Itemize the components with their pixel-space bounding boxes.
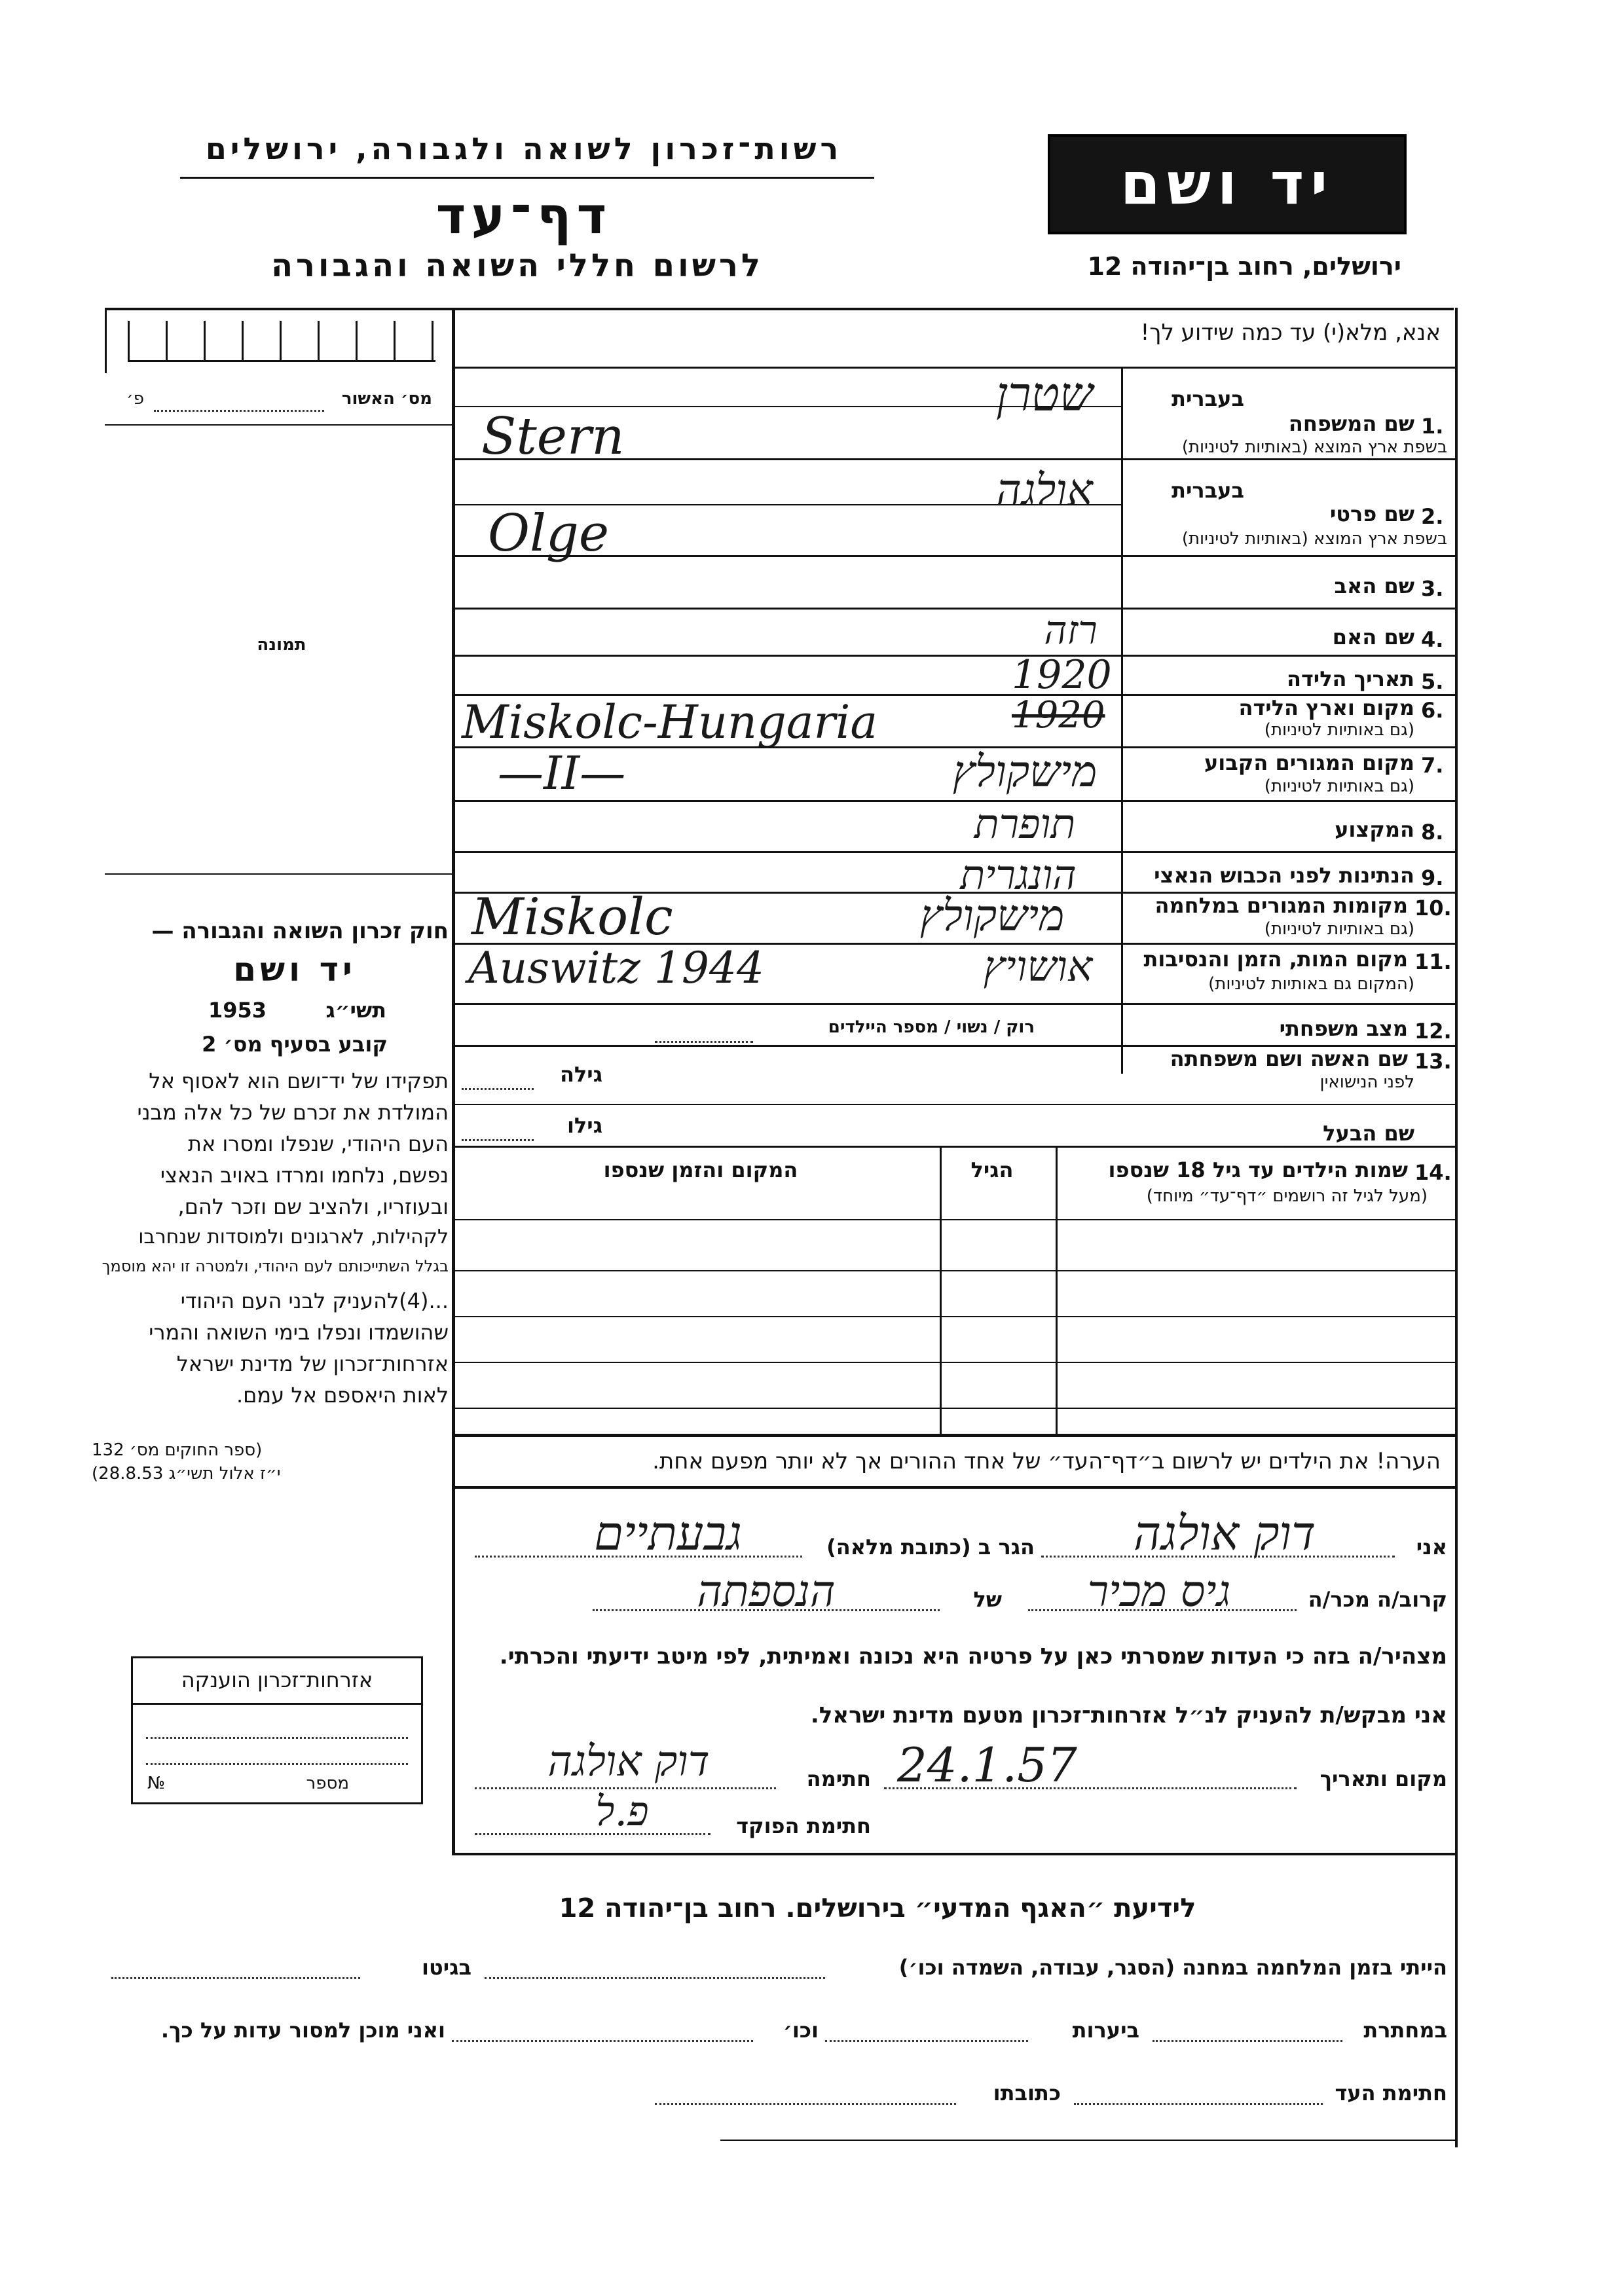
f2-hebrew-value: אולגה bbox=[996, 465, 1093, 515]
f1-latin-value: Stern bbox=[481, 407, 625, 466]
footer-line2-d: ואני מוכן למסור עדות על כך. bbox=[160, 2018, 445, 2043]
yad-vashem-logo bbox=[1048, 134, 1407, 234]
f13b-rule bbox=[452, 1146, 1455, 1148]
note: הערה! את הילדים יש לרשום ב״דף־העד״ של אחד ההורים אך לא יותר מפעם אחת. bbox=[652, 1448, 1441, 1474]
cert-box-divider bbox=[128, 321, 130, 360]
f4-rule bbox=[452, 655, 1455, 657]
f13b-age-label: גילו bbox=[566, 1113, 602, 1138]
f11-label: מקום המות, הזמן והנסיבות bbox=[1143, 947, 1408, 972]
f5-label: תאריך הלידה bbox=[1286, 666, 1414, 691]
cert-box-divider bbox=[432, 321, 434, 360]
decl-request: אני מבקש/ת להעניק לנ״ל אזרחות־זכרון מטעם מדינת ישראל. bbox=[810, 1702, 1447, 1728]
decl-officer-value: פ.ל bbox=[595, 1787, 649, 1835]
decl-relation-label: קרוב/ה מכר/ה bbox=[1308, 1587, 1447, 1612]
cert-box-divider bbox=[356, 321, 358, 360]
decl-place-date-label: מקום ותאריך bbox=[1320, 1766, 1447, 1791]
law-text-line: המולדת את זכרם של כל אלה מבני bbox=[137, 1100, 449, 1125]
footer-title: לידיעת ״האגף המדעי״ בירושלים. רחוב בן־יהודה 12 bbox=[559, 1893, 1196, 1923]
decl-of-value: הנספתה bbox=[697, 1566, 836, 1616]
decl-address-value: גבעתיים bbox=[594, 1506, 742, 1561]
f2-label: שם פרטי bbox=[1329, 501, 1414, 526]
instructions-rule bbox=[452, 367, 1455, 369]
f11-rule bbox=[452, 1003, 1455, 1005]
photo-label: תמונה bbox=[257, 635, 306, 655]
honor-box bbox=[131, 1656, 423, 1804]
footer-line1-a: הייתי בזמן המלחמה במחנה (הסגר, עבודה, השמדה וכו׳) bbox=[898, 1955, 1447, 1980]
cert-box-divider bbox=[318, 321, 320, 360]
honor-box-line-2 bbox=[146, 1763, 408, 1765]
footer-line1-dots-b bbox=[111, 1977, 360, 1979]
f8-value: תופרת bbox=[974, 800, 1076, 848]
label-column-separator bbox=[1121, 367, 1123, 1074]
f9-number: 9. bbox=[1421, 866, 1444, 890]
f6-value-latin: Miskolc-Hungaria bbox=[462, 695, 878, 749]
f8-label: המקצוע bbox=[1335, 817, 1414, 842]
law-text-line: בגלל השתייכותם לעם היהודי, ולמטרה זו יהא מוסמך bbox=[101, 1257, 449, 1275]
f2-latin-label: בשפת ארץ המוצא (באותיות לטיניות) bbox=[1181, 529, 1447, 549]
main-right-border bbox=[1455, 308, 1458, 1493]
footer-line1-dots-a bbox=[485, 1977, 825, 1979]
f14-label: שמות הילדים עד גיל 18 שנספו bbox=[1108, 1157, 1408, 1182]
f14-sub: (מעל לגיל זה רושמים ״דף־עד״ מיוחד) bbox=[1146, 1186, 1428, 1206]
f2-hebrew-label: בעברית bbox=[1172, 478, 1244, 503]
f10-number: 10. bbox=[1414, 896, 1452, 920]
f14-col-sep-1 bbox=[1056, 1146, 1058, 1434]
f12-line bbox=[655, 1041, 753, 1043]
f14-row-2 bbox=[452, 1316, 1455, 1317]
law-year-heb: תשי״ג bbox=[325, 998, 386, 1023]
honor-box-rule-1 bbox=[133, 1703, 421, 1705]
cert-no-label: מס׳ האשור bbox=[341, 389, 432, 409]
law-text-line: שהושמדו ונפלו בימי השואה והמרי bbox=[149, 1320, 449, 1345]
top-rule bbox=[105, 308, 1454, 310]
decl-bottom-rule bbox=[452, 1853, 1455, 1855]
f5-value: 1920 bbox=[1012, 652, 1112, 698]
footer-line2-c: וכו׳ bbox=[783, 2018, 819, 2043]
main-left-border bbox=[452, 308, 455, 1493]
cert-rule bbox=[105, 424, 452, 426]
f6-label: מקום וארץ הלידה bbox=[1238, 695, 1414, 720]
f2-latin-value: Olge bbox=[488, 504, 609, 563]
f2-rule bbox=[452, 555, 1455, 557]
f6-number: 6. bbox=[1421, 698, 1444, 723]
f2-number: 2. bbox=[1421, 504, 1444, 529]
logo-lettering: יד ושם bbox=[1120, 150, 1335, 217]
law-text-line: לקהילות, לארגונים ולמוסדות שנחרבו bbox=[138, 1226, 449, 1248]
footer-line3-dots-b bbox=[655, 2103, 956, 2105]
f11-value-latin: Auswitz 1944 bbox=[468, 943, 764, 993]
photo-rule bbox=[105, 873, 452, 875]
f4-number: 4. bbox=[1421, 627, 1444, 652]
law-clause: קובע בסעיף מס׳ 2 bbox=[202, 1032, 388, 1057]
f7-value-latin: —II— bbox=[498, 746, 626, 800]
f10-label: מקומות המגורים במלחמה bbox=[1154, 893, 1408, 918]
decl-signature-label: חתימה bbox=[806, 1766, 871, 1791]
law-text-line: נפשם, נלחמו ומרדו באויב הנאצי bbox=[160, 1163, 449, 1188]
f11-sub: (המקום גם באותיות לטיניות) bbox=[1208, 974, 1414, 994]
f12-label: מצב משפחתי bbox=[1279, 1016, 1408, 1041]
f13-age-line bbox=[462, 1088, 534, 1090]
header-address: ירושלים, רחוב בן־יהודה 12 bbox=[1087, 252, 1401, 281]
f13b-age-line bbox=[462, 1139, 534, 1141]
law-text-line: ובעוזריו, ולהציב שם וזכר להם, bbox=[177, 1194, 449, 1219]
f13-age-label: גילה bbox=[559, 1062, 602, 1087]
law-text-line: אזרחות־זכרון של מדינת ישראל bbox=[176, 1351, 449, 1376]
f4-label: שם האם bbox=[1332, 625, 1414, 649]
note-rule bbox=[452, 1486, 1455, 1489]
decl-right-border bbox=[1455, 1486, 1458, 2147]
f8-number: 8. bbox=[1421, 820, 1444, 845]
law-source-1: (ספר החוקים מס׳ 132 bbox=[92, 1440, 263, 1460]
footer-line2-b: ביערות bbox=[1072, 2018, 1139, 2043]
f10-sub: (גם באותיות לטיניות) bbox=[1264, 919, 1414, 939]
f1-label: שם המשפחה bbox=[1288, 411, 1414, 436]
f14-number: 14. bbox=[1414, 1160, 1452, 1185]
f13b-label: שם הבעל bbox=[1323, 1121, 1414, 1146]
f13-rule bbox=[452, 1104, 1455, 1105]
authority-underline bbox=[180, 177, 874, 179]
f7-sub: (גם באותיות לטיניות) bbox=[1264, 776, 1414, 796]
cert-box-divider bbox=[280, 321, 282, 360]
footer-line2-dots-a bbox=[1153, 2040, 1342, 2042]
law-source-2: י״ז אלול תשי״ג 28.8.53) bbox=[92, 1464, 281, 1484]
law-heading: חוק זכרון השואה והגבורה — bbox=[151, 918, 449, 944]
authority-title: רשות־זכרון לשואה ולגבורה, ירושלים bbox=[205, 131, 843, 166]
cert-box-divider bbox=[204, 321, 206, 360]
f10-value-latin: Miskolc bbox=[471, 888, 673, 947]
f4-value: רזה bbox=[1044, 608, 1098, 653]
footer-line1-b: בגיטו bbox=[422, 1955, 471, 1980]
footer-line2-dots-b bbox=[825, 2040, 1028, 2042]
decl-place-date-value: 24.1.57 bbox=[897, 1738, 1077, 1793]
f9-value: הונגרית bbox=[960, 851, 1077, 899]
cert-number-boxes bbox=[128, 321, 435, 362]
f13-label: שם האשה ושם משפחתה bbox=[1170, 1046, 1408, 1071]
law-year: 1953 bbox=[208, 998, 267, 1023]
law-text-line: תפקידו של יד־ושם הוא לאסוף אל bbox=[149, 1068, 449, 1093]
decl-address-label: הגר ב (כתובת מלאה) bbox=[826, 1535, 1035, 1559]
f14-row-4 bbox=[452, 1408, 1455, 1409]
f1-hebrew-label: בעברית bbox=[1172, 386, 1244, 411]
f3-rule bbox=[452, 608, 1455, 610]
cert-box-divider bbox=[242, 321, 244, 360]
f1-number: 1. bbox=[1421, 414, 1444, 439]
law-text-line: העם היהודי, שנפלו ומסרו את bbox=[187, 1131, 449, 1156]
f10-value: מישקולץ bbox=[919, 890, 1065, 941]
form-subtitle: לרשום חללי השואה והגבורה bbox=[271, 247, 764, 284]
cert-no-line bbox=[154, 410, 324, 412]
footer-bottom-rule bbox=[720, 2140, 1457, 2141]
f12-number: 12. bbox=[1414, 1019, 1452, 1044]
left-panel-border bbox=[105, 308, 107, 373]
cert-no-suffix: פ׳ bbox=[126, 389, 144, 409]
footer-line3-a: חתימת העד bbox=[1335, 2081, 1447, 2105]
cert-box-divider bbox=[166, 321, 168, 360]
law-name: יד ושם bbox=[233, 951, 356, 989]
footer-line2-a: במחתרת bbox=[1363, 2018, 1447, 2043]
decl-of-label: של bbox=[973, 1587, 1002, 1612]
footer-line2-dots-c bbox=[452, 2040, 753, 2042]
f13-number: 13. bbox=[1414, 1049, 1452, 1074]
law-text-line: ...(4)להעניק לבני העם היהודי bbox=[180, 1288, 449, 1313]
decl-left-border bbox=[452, 1486, 455, 1853]
cert-box-divider bbox=[394, 321, 396, 360]
honor-box-no: № bbox=[147, 1774, 166, 1793]
law-text-line: לאות היאספם אל עמם. bbox=[236, 1383, 449, 1408]
decl-ani-label: אני bbox=[1416, 1535, 1447, 1559]
f9-label: הנתינות לפני הכבוש הנאצי bbox=[1154, 863, 1414, 888]
f1-latin-label: בשפת ארץ המוצא (באותיות לטיניות) bbox=[1181, 437, 1447, 457]
honor-box-title: אזרחות־זכרון הוענקה bbox=[181, 1667, 373, 1692]
f14-header-rule bbox=[452, 1219, 1455, 1220]
decl-statement: מצהיר/ה בזה כי העדות שמסרתי כאן על פרטיה היא נכונה ואמיתית, לפי מיטב ידיעתי והכרתי. bbox=[499, 1643, 1447, 1669]
instructions: אנא, מלא(י) עד כמה שידוע לך! bbox=[1140, 319, 1441, 346]
f3-number: 3. bbox=[1421, 576, 1444, 601]
footer-line3-dots-a bbox=[1074, 2103, 1323, 2105]
footer-line3-b: כתובתו bbox=[993, 2081, 1061, 2105]
f11-number: 11. bbox=[1414, 949, 1452, 974]
f14-col-place: המקום והזמן שנספו bbox=[603, 1157, 798, 1182]
decl-ani-value: דוק אולגה bbox=[1133, 1506, 1316, 1561]
form-title: דף־עד bbox=[435, 187, 612, 246]
f14-col-age: הגיל bbox=[970, 1157, 1014, 1182]
f3-label: שם האב bbox=[1334, 574, 1414, 598]
decl-officer-label: חתימת הפוקד bbox=[736, 1813, 871, 1838]
f7-label: מקום המגורים הקבוע bbox=[1204, 750, 1414, 775]
f7-number: 7. bbox=[1421, 753, 1444, 778]
f6-sub: (גם באותיות לטיניות) bbox=[1264, 720, 1414, 740]
f11-value: אושויץ bbox=[983, 943, 1093, 991]
f14-row-3 bbox=[452, 1362, 1455, 1363]
honor-box-number-label: מספר bbox=[306, 1774, 349, 1793]
f14-row-1 bbox=[452, 1270, 1455, 1271]
f12-options: רוק / נשוי / מספר היילדים bbox=[828, 1017, 1035, 1037]
f14-col-sep-2 bbox=[940, 1146, 942, 1434]
decl-relation-value: גיס מכיר bbox=[1087, 1566, 1231, 1616]
f14-bottom-rule bbox=[452, 1434, 1455, 1437]
honor-box-line-1 bbox=[146, 1737, 408, 1739]
f1-hebrew-value: שטרן bbox=[995, 367, 1094, 422]
f7-value: מישקולץ bbox=[952, 746, 1098, 797]
f6-value-struck: 1920 bbox=[1012, 694, 1105, 737]
f13-sub: לפני הנישואין bbox=[1320, 1072, 1414, 1092]
decl-signature-value: דוק אולגה bbox=[547, 1738, 710, 1786]
f5-number: 5. bbox=[1421, 669, 1444, 694]
f1-rule bbox=[452, 458, 1455, 460]
